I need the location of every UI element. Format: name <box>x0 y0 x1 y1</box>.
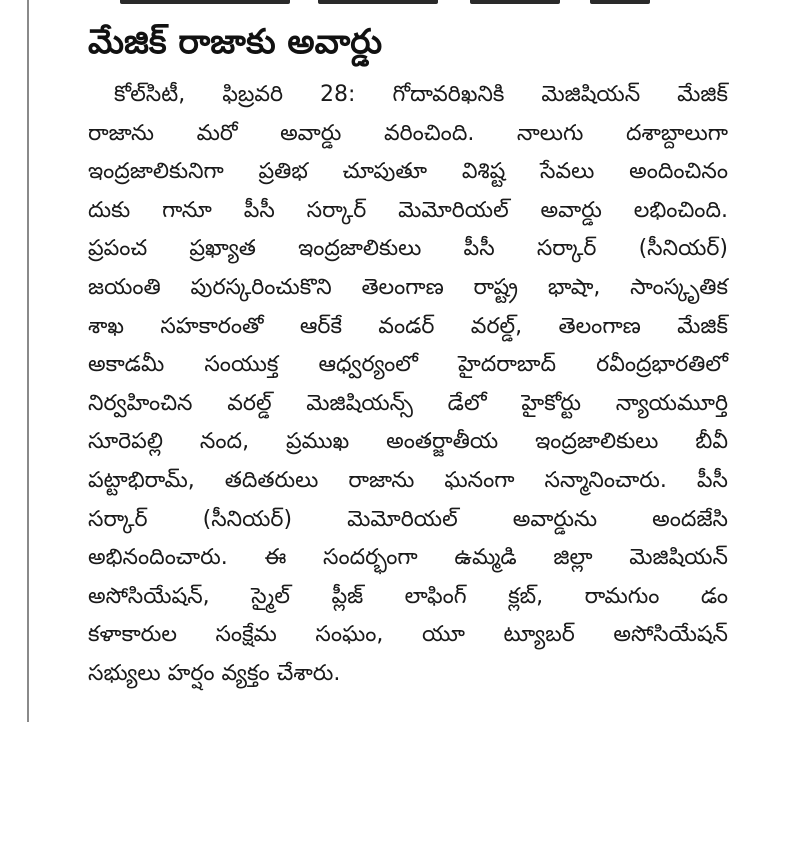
article-line: అకాడమీ సంయుక్త ఆధ్వర్యంలో హైదరాబాద్ రవీంద్రభారతిలో <box>88 352 728 378</box>
article-line: సూరెపల్లి నంద, ప్రముఖ అంతర్జాతీయ ఇంద్రజాలికులు బీవీ <box>88 429 728 455</box>
column-divider <box>27 0 29 722</box>
article-line: సభ్యులు హర్షం వ్యక్తం చేశారు. <box>88 660 341 686</box>
article-headline: మేజిక్ రాజాకు అవార్డు <box>88 22 383 62</box>
article-line: జయంతి పురస్కరించుకొని తెలంగాణ రాష్ట్ర భాషా, సాంస్కృతిక <box>88 274 728 300</box>
article-line: సర్కార్ (సీనియర్) మెమోరియల్ అవార్డును అందజేసి <box>88 506 728 532</box>
article-line: కళాకారుల సంక్షేమ సంఘం, యూ ట్యూబర్ అసోసియేషన్ <box>88 622 728 648</box>
article-line: ఇంద్రజాలికునిగా ప్రతిభ చూపుతూ విశిష్ట సేవలు అందించినం <box>88 159 728 185</box>
article-line: పట్టాభిరామ్, తదితరులు రాజాను ఘనంగా సన్మానించారు. పీసీ <box>88 467 728 493</box>
news-article <box>88 16 728 694</box>
clipped-previous-text <box>0 0 800 10</box>
article-line: అసోసియేషన్, స్మైల్ ప్లీజ్ లాఫింగ్ క్లబ్, రామగుం డం <box>88 583 728 609</box>
article-line: శాఖ సహకారంతో ఆర్‌కే వండర్ వరల్డ్, తెలంగాణ మేజిక్ <box>88 313 728 339</box>
article-line: దుకు గానూ పీసీ సర్కార్ మెమోరియల్ అవార్డు లభించింది. <box>88 197 728 223</box>
article-line: అభినందించారు. ఈ సందర్భంగా ఉమ్మడి జిల్లా మెజిషియన్ <box>88 545 728 571</box>
article-line: ప్రపంచ ప్రఖ్యాత ఇంద్రజాలికులు పీసీ సర్కార్ (సీనియర్) <box>88 236 728 262</box>
article-line: నిర్వహించిన వరల్డ్ మెజిషియన్స్ డేలో హైకోర్టు న్యాయమూర్తి <box>88 390 728 416</box>
article-line: రాజాను మరో అవార్డు వరించింది. నాలుగు దశాబ్దాలుగా <box>88 120 728 146</box>
article-body <box>88 76 728 694</box>
article-line: కోల్‌సిటీ, ఫిబ్రవరి 28: గోదావరిఖనికి మెజిషియన్ మేజిక్ <box>114 82 728 107</box>
